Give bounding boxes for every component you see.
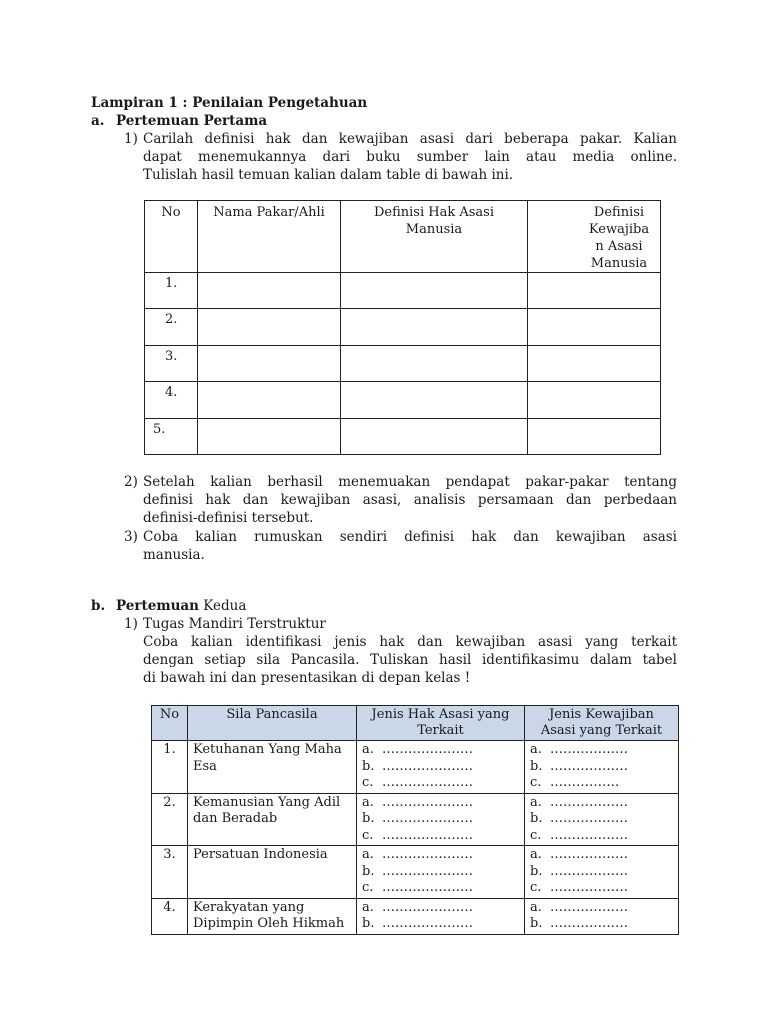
row-number: 1. (145, 273, 198, 309)
item-a1-line-3: Tulislah hasil temuan kalian dalam table di bawah ini. (143, 167, 514, 183)
section-a-label: a. (91, 113, 105, 129)
table-pakar-header-row (145, 201, 661, 273)
item-a2-number: 2) (124, 474, 138, 490)
col-header-definisi-kewajiban: Definisi Kewajiba n Asasi Manusia (528, 201, 661, 273)
row-number: 3. (152, 846, 188, 899)
section-b-label: b. (91, 598, 106, 614)
table-row (152, 898, 679, 934)
cell-nama-pakar[interactable] (198, 382, 341, 419)
col-header-jenis-hak: Jenis Hak Asasi yang Terkait (357, 706, 525, 741)
page-heading: Lampiran 1 : Penilaian Pengetahuan (91, 95, 368, 111)
row-number: 4. (145, 382, 198, 419)
cell-jenis-kewajiban[interactable]: a. ……………… b. ……………… c. ……………… (525, 793, 679, 846)
table-sila-pancasila (151, 705, 679, 935)
col-header-nama-pakar: Nama Pakar/Ahli (198, 201, 341, 273)
cell-jenis-hak[interactable]: a. ………………… b. ………………… c. ………………… (357, 846, 525, 899)
cell-sila: Kemanusian Yang Adil dan Beradab (188, 793, 357, 846)
cell-definisi-hak[interactable] (341, 273, 528, 309)
table-row (152, 793, 679, 846)
cell-nama-pakar[interactable] (198, 419, 341, 455)
item-a2-line-1: Setelah kalian berhasil menemuakan pendapat pakar-pakar tentang (143, 474, 677, 490)
row-number: 2. (152, 793, 188, 846)
cell-nama-pakar[interactable] (198, 346, 341, 382)
cell-definisi-kewajiban[interactable] (528, 309, 661, 346)
item-b1-line-3: di bawah ini dan presentasikan di depan kelas ! (143, 670, 471, 686)
col-header-no: No (152, 706, 188, 741)
section-b-title: Pertemuan Kedua (116, 598, 247, 614)
cell-jenis-hak[interactable]: a. ………………… b. ………………… c. ………………… (357, 793, 525, 846)
cell-jenis-hak[interactable]: a. ………………… b. ………………… (357, 898, 525, 934)
cell-jenis-kewajiban[interactable]: a. ……………… b. ……………… (525, 898, 679, 934)
cell-definisi-hak[interactable] (341, 346, 528, 382)
item-a1-number: 1) (124, 131, 138, 147)
table-sila-header-row (152, 706, 679, 741)
cell-definisi-kewajiban[interactable] (528, 419, 661, 455)
item-b1-line-2: dengan setiap sila Pancasila. Tuliskan hasil identifikasimu dalam tabel (143, 652, 677, 668)
cell-jenis-hak[interactable]: a. ………………… b. ………………… c. ………………… (357, 741, 525, 794)
cell-sila: Persatuan Indonesia (188, 846, 357, 899)
cell-definisi-hak[interactable] (341, 382, 528, 419)
table-row (152, 846, 679, 899)
cell-nama-pakar[interactable] (198, 273, 341, 309)
table-row (145, 382, 661, 419)
cell-jenis-kewajiban[interactable]: a. ……………… b. ……………… c. ……………… (525, 846, 679, 899)
item-b1-number: 1) (124, 616, 138, 632)
cell-sila: Kerakyatan yang Dipimpin Oleh Hikmah (188, 898, 357, 934)
cell-definisi-kewajiban[interactable] (528, 346, 661, 382)
item-b1-title: Tugas Mandiri Terstruktur (143, 616, 326, 632)
item-a1-line-2: dapat menemukannya dari buku sumber lain atau media online. (143, 149, 677, 165)
table-row (145, 419, 661, 455)
col-header-no: No (145, 201, 198, 273)
cell-definisi-hak[interactable] (341, 309, 528, 346)
cell-sila: Ketuhanan Yang Maha Esa (188, 741, 357, 794)
table-pakar (144, 200, 661, 455)
table-row (145, 346, 661, 382)
cell-definisi-kewajiban[interactable] (528, 382, 661, 419)
table-row (152, 741, 679, 794)
row-number: 3. (145, 346, 198, 382)
item-a2-line-2: definisi hak dan kewajiban asasi, analisis persamaan dan perbedaan (143, 492, 677, 508)
row-number: 1. (152, 741, 188, 794)
cell-definisi-kewajiban[interactable] (528, 273, 661, 309)
item-b1-line-1: Coba kalian identifikasi jenis hak dan kewajiban asasi yang terkait (143, 634, 677, 650)
item-a1-line-1: Carilah definisi hak dan kewajiban asasi dari beberapa pakar. Kalian (143, 131, 677, 147)
table-row (145, 273, 661, 309)
cell-definisi-hak[interactable] (341, 419, 528, 455)
row-number: 5. (145, 419, 198, 455)
table-row (145, 309, 661, 346)
item-a3-line-2: manusia. (143, 547, 205, 563)
cell-jenis-kewajiban[interactable]: a. ……………… b. ……………… c. ……………. (525, 741, 679, 794)
col-header-definisi-hak: Definisi Hak Asasi Manusia (341, 201, 528, 273)
item-a2-line-3: definisi-definisi tersebut. (143, 510, 314, 526)
row-number: 2. (145, 309, 198, 346)
cell-nama-pakar[interactable] (198, 309, 341, 346)
row-number: 4. (152, 898, 188, 934)
section-a-title: Pertemuan Pertama (116, 113, 268, 129)
col-header-jenis-kewajiban: Jenis Kewajiban Asasi yang Terkait (525, 706, 679, 741)
item-a3-number: 3) (124, 529, 138, 545)
item-a3-line-1: Coba kalian rumuskan sendiri definisi hak dan kewajiban asasi (143, 529, 677, 545)
col-header-sila: Sila Pancasila (188, 706, 357, 741)
